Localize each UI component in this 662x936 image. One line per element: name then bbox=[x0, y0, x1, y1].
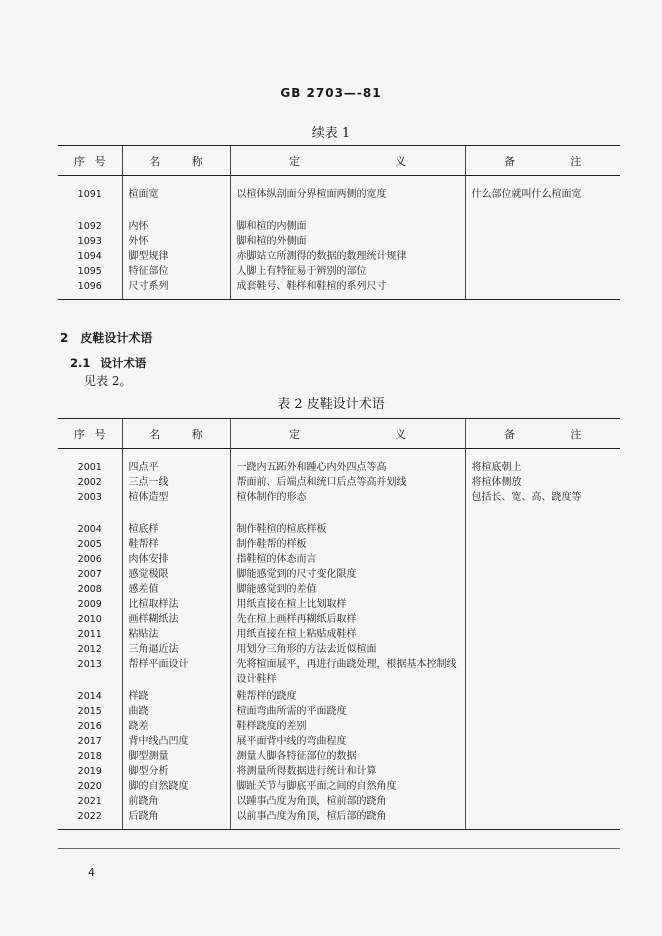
see-table-text: 见表 2。 bbox=[84, 374, 132, 388]
table1-header-row bbox=[58, 146, 620, 176]
table-row bbox=[58, 187, 620, 219]
cell-no: 2015 bbox=[77, 706, 102, 717]
cell-note bbox=[465, 234, 620, 249]
cell-definition: 以前事凸度为角顶，楦后部的跷角 bbox=[230, 809, 465, 830]
cell-note: 将楦体侧放 bbox=[465, 475, 620, 490]
cell-note bbox=[465, 749, 620, 764]
cell-note bbox=[465, 279, 620, 300]
cell-name: 感觉极限 bbox=[122, 567, 230, 582]
cell-definition: 一跷内五跖外和踵心内外四点等高 bbox=[230, 460, 465, 475]
column-header-name: 名 称 bbox=[122, 419, 230, 449]
cell-definition: 楦面弯曲所需的平面跷度 bbox=[230, 704, 465, 719]
cell-note bbox=[465, 264, 620, 279]
table2 bbox=[58, 418, 620, 830]
cell-definition: 以楦体纵剖面分界楦面两侧的宽度 bbox=[230, 187, 465, 219]
cell-definition: 人脚上有特征易于辨别的部位 bbox=[230, 264, 465, 279]
cell-note bbox=[465, 779, 620, 794]
cell-no: 2022 bbox=[58, 809, 122, 830]
cell-no: 2014 bbox=[77, 691, 102, 702]
cell-no: 2007 bbox=[77, 569, 102, 580]
cell-note bbox=[465, 597, 620, 612]
cell-name: 四点平 bbox=[122, 460, 230, 475]
cell-definition: 用划分三角形的方法去近似楦面 bbox=[230, 642, 465, 657]
column-header-number: 序 号 bbox=[58, 419, 122, 449]
table-row bbox=[58, 567, 620, 582]
cell-note bbox=[465, 627, 620, 642]
cell-no: 2001 bbox=[77, 462, 102, 473]
cell-definition: 脚和楦的内侧面 bbox=[230, 219, 465, 234]
cell-name: 帮样平面设计 bbox=[122, 657, 230, 689]
cell-definition: 脚和楦的外侧面 bbox=[230, 234, 465, 249]
cell-no: 2009 bbox=[77, 599, 102, 610]
cell-note bbox=[465, 522, 620, 537]
table-row bbox=[58, 264, 620, 279]
cell-definition: 将测量所得数据进行统计和计算 bbox=[230, 764, 465, 779]
table-row bbox=[58, 719, 620, 734]
cell-name: 脚型测量 bbox=[122, 749, 230, 764]
cell-name: 特征部位 bbox=[122, 264, 230, 279]
cell-no: 2016 bbox=[77, 721, 102, 732]
cell-definition: 以踵事凸度为角顶，楦前部的跷角 bbox=[230, 794, 465, 809]
cell-name: 外怀 bbox=[122, 234, 230, 249]
table-row bbox=[58, 734, 620, 749]
cell-name: 脚的自然跷度 bbox=[122, 779, 230, 794]
cell-no: 2002 bbox=[77, 477, 102, 488]
cell-no: 1095 bbox=[77, 266, 102, 277]
cell-definition: 鞋样跷度的差别 bbox=[230, 719, 465, 734]
cell-note bbox=[465, 612, 620, 627]
cell-name: 粘贴法 bbox=[122, 627, 230, 642]
table-row bbox=[58, 552, 620, 567]
spacer-cell bbox=[58, 449, 122, 461]
cell-note: 什么部位就叫什么楦面宽 bbox=[465, 187, 620, 219]
cell-definition: 用纸直接在楦上比划取样 bbox=[230, 597, 465, 612]
cell-name: 三点一线 bbox=[122, 475, 230, 490]
spacer-cell bbox=[465, 176, 620, 188]
table-row bbox=[58, 809, 620, 830]
table-row bbox=[58, 689, 620, 704]
cell-note bbox=[465, 689, 620, 704]
table-row bbox=[58, 219, 620, 234]
cell-name: 肉体安排 bbox=[122, 552, 230, 567]
standard-code: GB 2703—-81 bbox=[280, 86, 382, 100]
cell-name: 前跷角 bbox=[122, 794, 230, 809]
cell-note bbox=[465, 567, 620, 582]
table-row bbox=[58, 764, 620, 779]
column-header-note: 备 注 bbox=[465, 419, 620, 449]
cell-definition: 展平面背中线的弯曲程度 bbox=[230, 734, 465, 749]
table-row bbox=[58, 582, 620, 597]
table-row bbox=[58, 597, 620, 612]
cell-name: 楦底样 bbox=[122, 522, 230, 537]
spacer-cell bbox=[122, 176, 230, 188]
table1 bbox=[58, 145, 620, 300]
cell-definition: 测量人脚各特征部位的数据 bbox=[230, 749, 465, 764]
cell-note: 包括长、宽、高、跷度等 bbox=[465, 490, 620, 522]
cell-no: 1092 bbox=[77, 221, 102, 232]
table-row bbox=[58, 704, 620, 719]
subsection-heading: 2.1 设计术语 bbox=[70, 356, 147, 370]
cell-name: 楦体造型 bbox=[122, 490, 230, 522]
table-row bbox=[58, 627, 620, 642]
table-row bbox=[58, 475, 620, 490]
cell-definition: 成套鞋号、鞋样和鞋楦的系列尺寸 bbox=[230, 279, 465, 300]
cell-no: 2020 bbox=[77, 781, 102, 792]
column-header-definition: 定 义 bbox=[230, 146, 465, 176]
cell-name: 感差值 bbox=[122, 582, 230, 597]
table-row bbox=[58, 522, 620, 537]
footer-rule bbox=[58, 848, 620, 849]
page-number: 4 bbox=[88, 866, 95, 879]
cell-name: 楦面宽 bbox=[122, 187, 230, 219]
table1-title: 续表 1 bbox=[311, 126, 351, 141]
cell-no: 2019 bbox=[77, 766, 102, 777]
cell-definition: 脚能感觉到的尺寸变化限度 bbox=[230, 567, 465, 582]
cell-note bbox=[465, 809, 620, 830]
cell-name: 后跷角 bbox=[122, 809, 230, 830]
cell-note bbox=[465, 582, 620, 597]
cell-name: 样跷 bbox=[122, 689, 230, 704]
section-heading: 2 皮鞋设计术语 bbox=[60, 331, 153, 345]
cell-definition: 帮面前、后端点和统口后点等高并划线 bbox=[230, 475, 465, 490]
cell-note bbox=[465, 657, 620, 689]
table-row bbox=[58, 249, 620, 264]
cell-definition: 脚趾关节与脚底平面之间的自然角度 bbox=[230, 779, 465, 794]
table-row bbox=[58, 490, 620, 522]
table-row bbox=[58, 279, 620, 300]
cell-no: 1094 bbox=[77, 251, 102, 262]
spacer-cell bbox=[230, 449, 465, 461]
cell-no: 2004 bbox=[77, 524, 102, 535]
cell-name: 三角逼近法 bbox=[122, 642, 230, 657]
cell-definition: 先将楦面展平，再进行曲跷处理，根据基本控制线设计鞋样 bbox=[230, 657, 465, 689]
cell-name: 鞋帮样 bbox=[122, 537, 230, 552]
cell-note bbox=[465, 552, 620, 567]
cell-name: 画样糊纸法 bbox=[122, 612, 230, 627]
table2-title: 表 2 皮鞋设计术语 bbox=[277, 397, 385, 412]
cell-name: 比楦取样法 bbox=[122, 597, 230, 612]
table-row bbox=[58, 642, 620, 657]
cell-note bbox=[465, 537, 620, 552]
table-spacer-row bbox=[58, 176, 620, 188]
cell-name: 尺寸系列 bbox=[122, 279, 230, 300]
cell-definition: 制作鞋帮的样板 bbox=[230, 537, 465, 552]
cell-no: 2003 bbox=[77, 492, 102, 503]
cell-definition: 先在楦上画样再糊纸后取样 bbox=[230, 612, 465, 627]
table-row bbox=[58, 537, 620, 552]
table2-header-row bbox=[58, 419, 620, 449]
spacer-cell bbox=[58, 176, 122, 188]
cell-name: 跷差 bbox=[122, 719, 230, 734]
table-row bbox=[58, 749, 620, 764]
cell-note bbox=[465, 719, 620, 734]
cell-no: 2012 bbox=[77, 644, 102, 655]
cell-no: 2013 bbox=[77, 659, 102, 670]
cell-definition: 楦体制作的形态 bbox=[230, 490, 465, 522]
cell-definition: 制作鞋楦的楦底样板 bbox=[230, 522, 465, 537]
column-header-name: 名 称 bbox=[122, 146, 230, 176]
cell-no: 2006 bbox=[77, 554, 102, 565]
cell-note bbox=[465, 642, 620, 657]
cell-name: 背中线凸凹度 bbox=[122, 734, 230, 749]
cell-no: 1091 bbox=[77, 189, 102, 200]
cell-no: 1093 bbox=[77, 236, 102, 247]
table-row bbox=[58, 460, 620, 475]
cell-no: 2008 bbox=[77, 584, 102, 595]
cell-definition: 赤脚站立所测得的数据的数理统计规律 bbox=[230, 249, 465, 264]
cell-definition: 指鞋楦的体态而言 bbox=[230, 552, 465, 567]
cell-note: 将楦底朝上 bbox=[465, 460, 620, 475]
cell-name: 脚型分析 bbox=[122, 764, 230, 779]
cell-no: 2018 bbox=[77, 751, 102, 762]
cell-definition: 鞋帮样的跷度 bbox=[230, 689, 465, 704]
cell-note bbox=[465, 764, 620, 779]
cell-name: 内怀 bbox=[122, 219, 230, 234]
cell-no: 2005 bbox=[77, 539, 102, 550]
cell-note bbox=[465, 219, 620, 234]
cell-note bbox=[465, 249, 620, 264]
spacer-cell bbox=[122, 449, 230, 461]
cell-name: 曲跷 bbox=[122, 704, 230, 719]
cell-no: 2011 bbox=[77, 629, 102, 640]
table-row bbox=[58, 779, 620, 794]
cell-name: 脚型规律 bbox=[122, 249, 230, 264]
cell-no: 1096 bbox=[58, 279, 122, 300]
table-spacer-row bbox=[58, 449, 620, 461]
cell-no: 2021 bbox=[77, 796, 102, 807]
table-row bbox=[58, 234, 620, 249]
cell-note bbox=[465, 794, 620, 809]
spacer-cell bbox=[230, 176, 465, 188]
cell-no: 2017 bbox=[77, 736, 102, 747]
cell-note bbox=[465, 704, 620, 719]
cell-no: 2010 bbox=[77, 614, 102, 625]
cell-definition: 用纸直接在楦上粘贴成鞋样 bbox=[230, 627, 465, 642]
cell-definition: 脚能感觉到的差值 bbox=[230, 582, 465, 597]
spacer-cell bbox=[465, 449, 620, 461]
column-header-note: 备 注 bbox=[465, 146, 620, 176]
column-header-definition: 定 义 bbox=[230, 419, 465, 449]
table-row bbox=[58, 612, 620, 627]
column-header-number: 序 号 bbox=[58, 146, 122, 176]
cell-note bbox=[465, 734, 620, 749]
table-row bbox=[58, 794, 620, 809]
table-row bbox=[58, 657, 620, 689]
